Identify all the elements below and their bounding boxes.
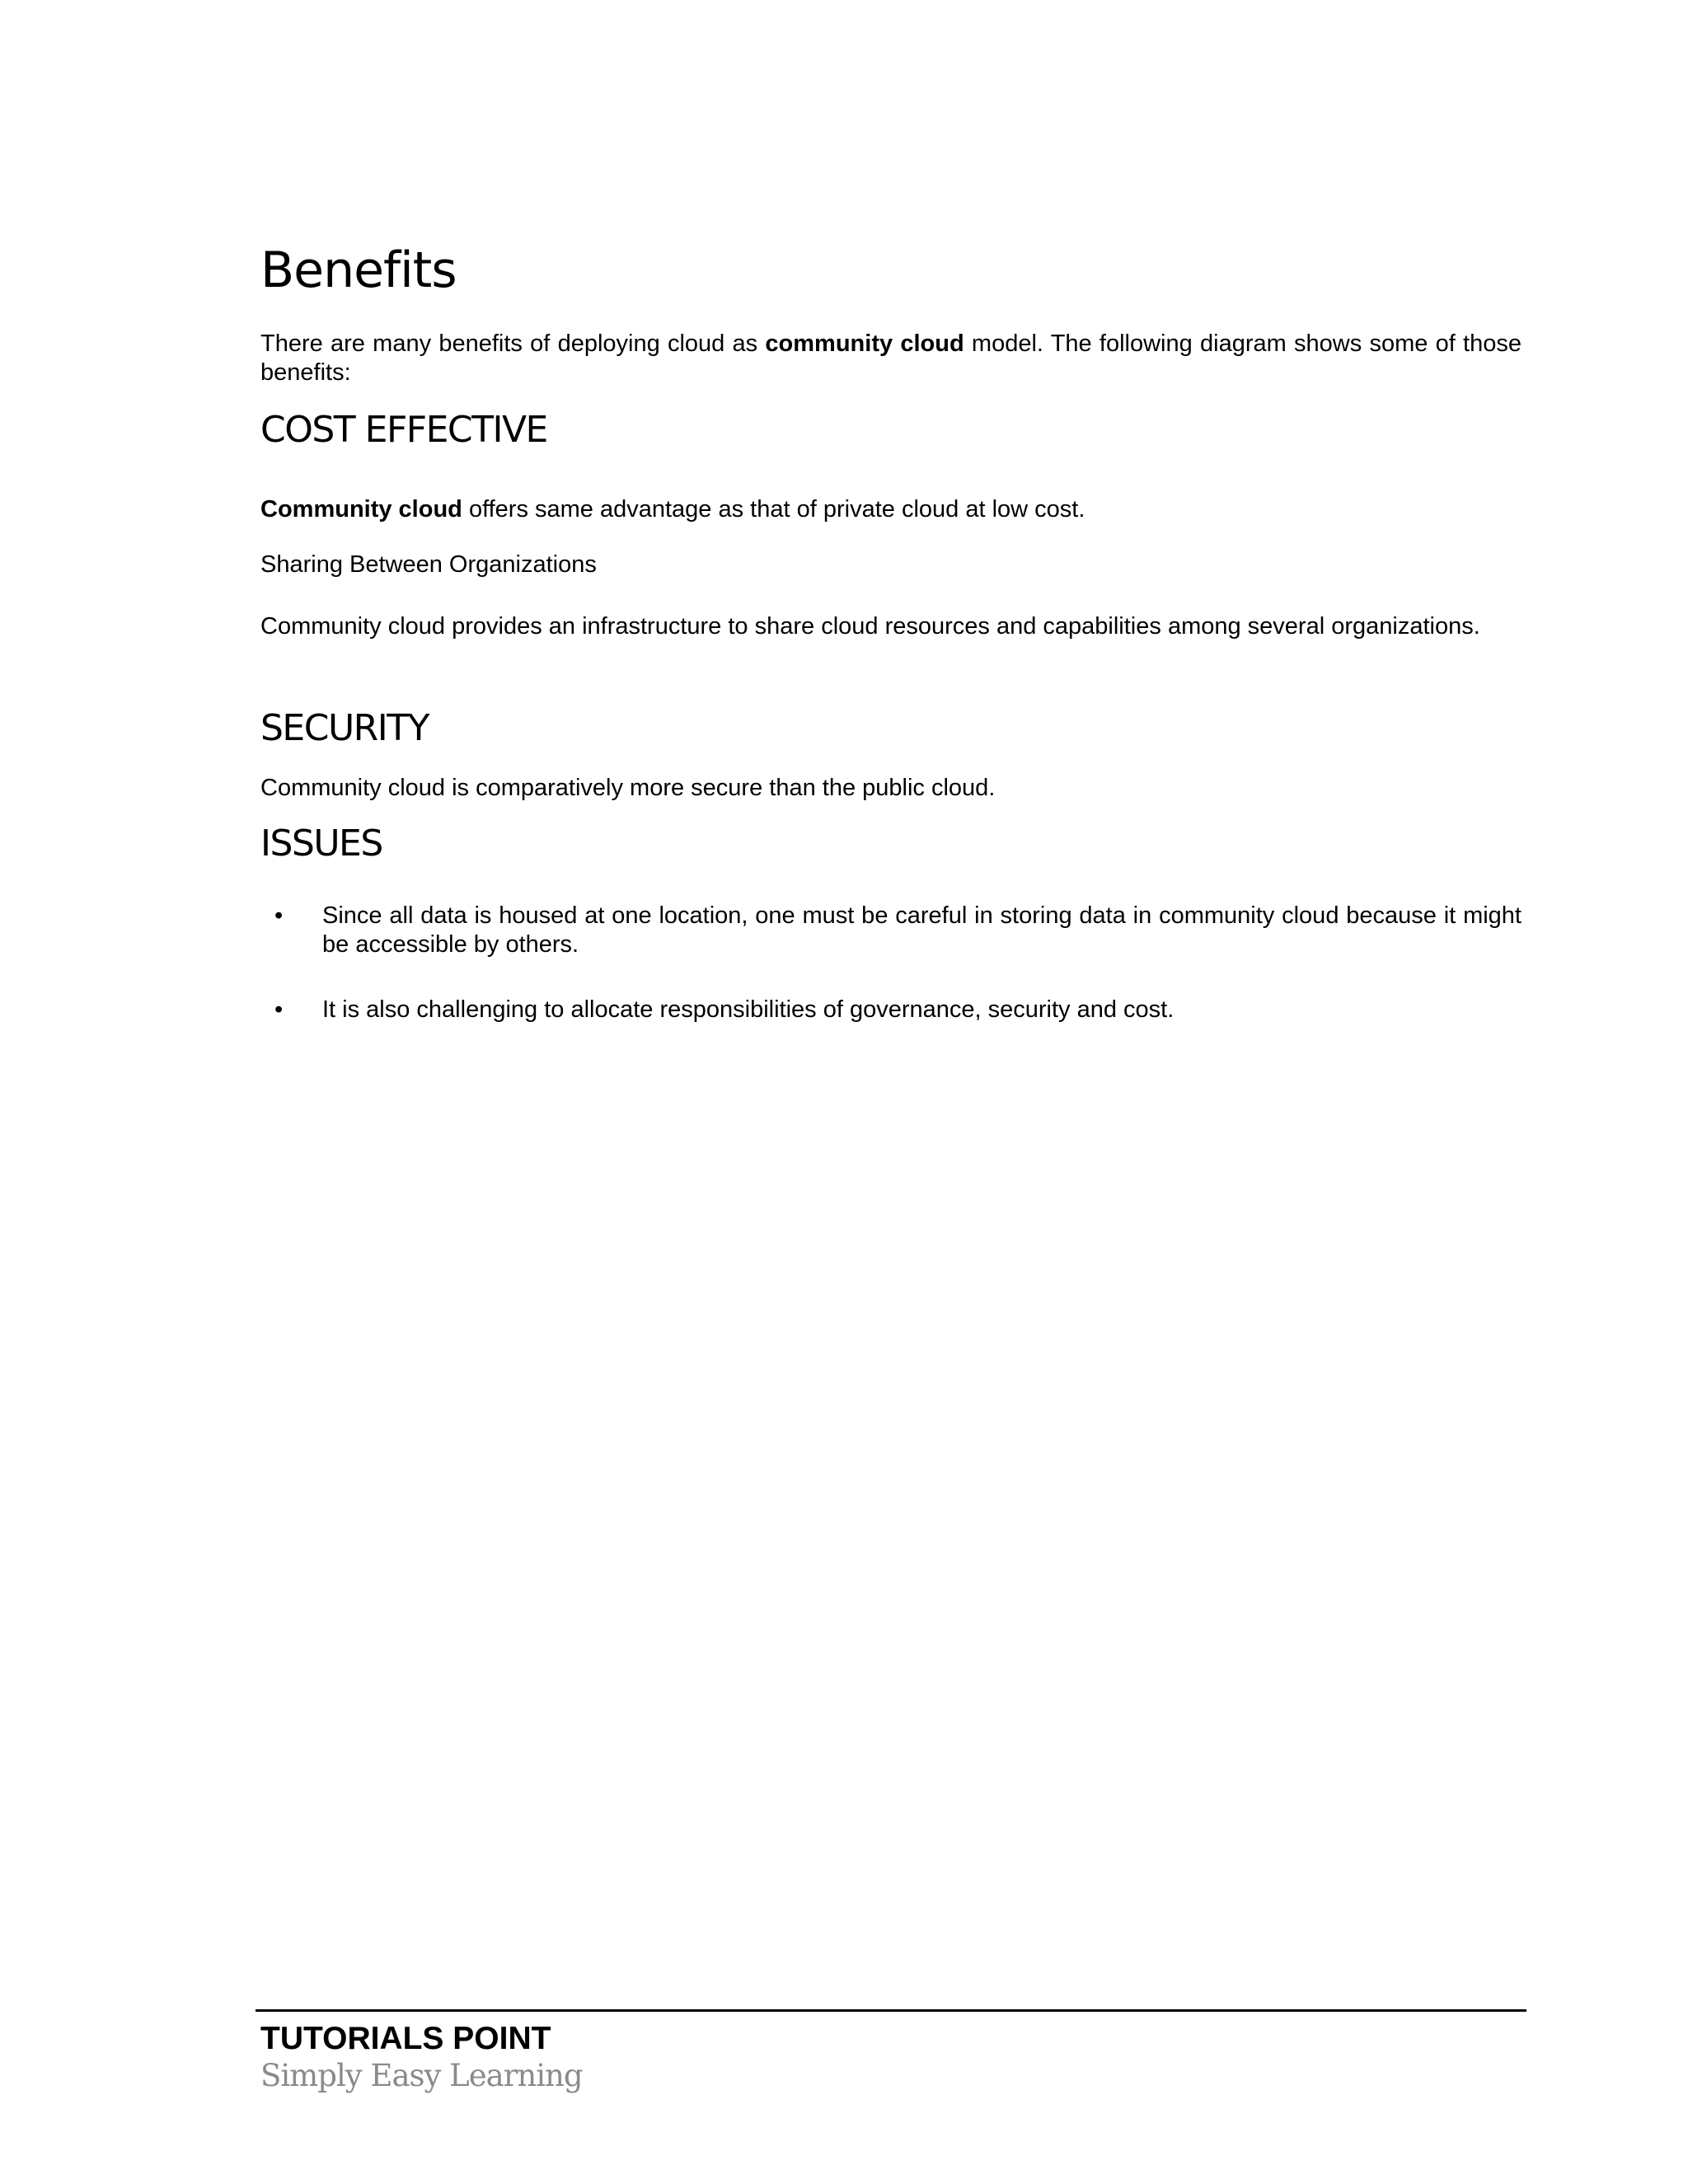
intro-text-after: model. The following diagram shows some of those benefits: xyxy=(260,330,1522,386)
cost-effective-paragraph xyxy=(260,495,1522,524)
sharing-subtitle: Sharing Between Organizations xyxy=(260,551,597,578)
section-title-issues: ISSUES xyxy=(260,823,382,865)
list-item-text: Since all data is housed at one location, one must be careful in storing data in community cloud because it might be accessible by others. xyxy=(322,902,1522,958)
section-title-security: SECURITY xyxy=(260,707,429,749)
bullet-icon: • xyxy=(274,902,284,929)
list-item-text: It is also challenging to allocate responsibilities of governance, security and cost. xyxy=(322,996,1175,1023)
sharing-paragraph: Community cloud provides an infrastructure to share cloud resources and capabilities among several organizations. xyxy=(260,613,1480,640)
footer-tagline: Simply Easy Learning xyxy=(260,2058,583,2093)
page-title: Benefits xyxy=(260,241,457,299)
footer-brand: TUTORIALS POINT xyxy=(260,2021,551,2056)
security-paragraph: Community cloud is comparatively more secure than the public cloud. xyxy=(260,775,996,801)
section-title-cost-effective: COST EFFECTIVE xyxy=(260,409,547,451)
intro-paragraph xyxy=(260,330,1522,387)
bullet-icon: • xyxy=(274,996,284,1023)
footer-divider xyxy=(256,2009,1526,2012)
intro-bold-term: community cloud xyxy=(765,330,964,357)
intro-text-before: There are many benefits of deploying cloud as xyxy=(260,330,766,357)
document-page xyxy=(260,0,1522,2184)
cost-effective-bold-term: Community cloud xyxy=(260,496,462,523)
cost-effective-text: offers same advantage as that of private cloud at low cost. xyxy=(462,496,1085,523)
